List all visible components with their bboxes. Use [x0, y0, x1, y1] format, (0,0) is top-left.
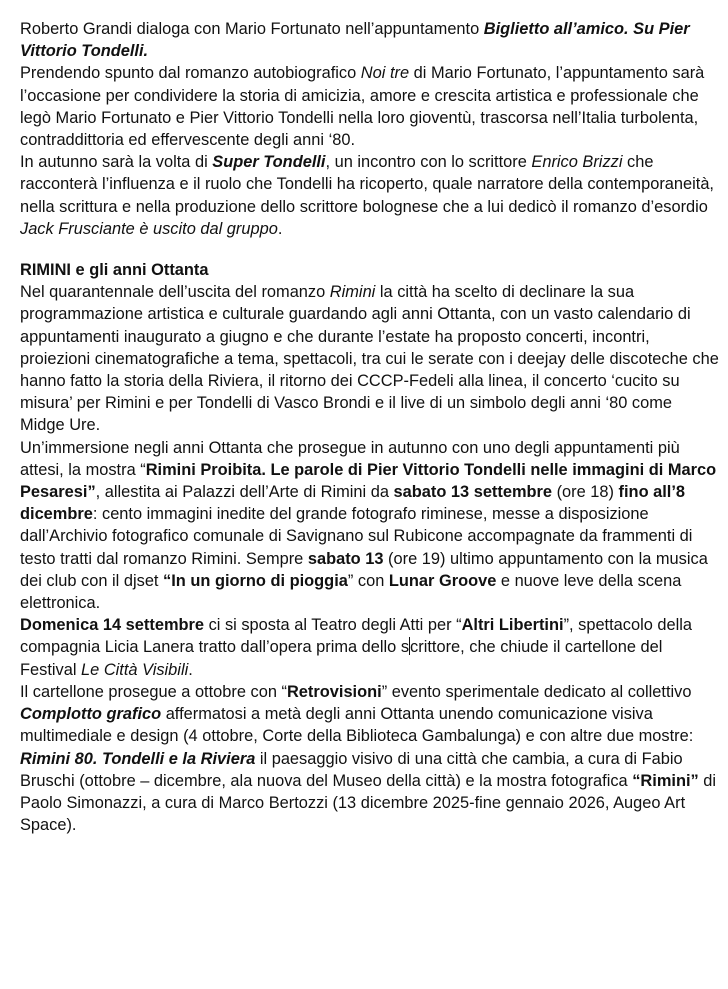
bold-text: “In un giorno di pioggia — [163, 571, 348, 590]
text-run: affermatosi a metà degli anni Ottanta unendo comunicazione visiva multimediale e design (4 ottobre, Corte della Biblioteca Gambalunga) e con altre due mostre: — [20, 705, 694, 746]
text-run: la città ha scelto di declinare la sua programmazione artistica e culturale guardando agli anni Ottanta, con un vasto calendario di appuntamenti inaugurato a giugno e che durante l’estate ha proposto concerti, incontri, proiezioni cinematografiche a tema, spettacoli, tra cui le serate con i deejay delle discoteche che hanno fatto la storia della Riviera, il ritorno dei CCCP-Fedeli alla linea, il concerto ‘cucito su misura’ per Rimini e per Tondelli di Vasco Brondi e il live di un simbolo degli anni ‘80 come Midge Ure. — [20, 283, 719, 435]
text-run: . — [277, 219, 283, 238]
section-heading-rimini — [20, 259, 720, 281]
text-run: Il cartellone prosegue a ottobre con “ — [20, 682, 287, 701]
text-run: ci si sposta al Teatro degli Atti per “ — [204, 616, 462, 635]
text-run: Roberto Grandi dialoga con Mario Fortunato nell’appuntamento — [20, 20, 484, 38]
bold-text: Biglietto all’amico. Su Pier Vittorio Tondelli. — [20, 20, 690, 61]
noi-tre-paragraph — [20, 62, 720, 151]
mostra-paragraph — [20, 437, 720, 615]
intro-paragraph — [20, 18, 720, 62]
italic-text: Le Città Visibili — [81, 660, 189, 679]
bold-text: sabato 13 settembre — [393, 483, 553, 502]
text-run: che racconterà l’influenza e il ruolo che Tondelli ha ricoperto, quale narratore della contemporaneità, nella scrittura e nella produzione dello scrittore bolognese che a lui dedicò il romanzo d’esordio — [20, 153, 714, 216]
bold-text: Rimini Proibita. Le parole di Pier Vittorio Tondelli nelle immagini di Marco Pesaresi” — [20, 460, 717, 502]
domenica-paragraph — [20, 614, 720, 681]
italic-text: Noi tre — [360, 64, 410, 83]
bold-text: Domenica 14 settembre — [20, 616, 205, 635]
bold-text: Rimini 80. Tondelli e la Riviera — [20, 749, 256, 768]
text-run: crittore, che chiude il cartellone del Festival — [20, 638, 663, 679]
italic-text: Rimini — [329, 283, 376, 302]
text-run: e nuove leve della scena elettronica. — [20, 571, 682, 613]
text-run: Prendendo spunto dal romanzo autobiografico — [20, 64, 361, 83]
text-run: ”, spettacolo della compagnia Licia Lanera tratto dall’opera prima dello s — [20, 616, 693, 657]
text-run: . — [188, 660, 193, 679]
text-run: (ore 19) ultimo appuntamento con la musica dei club con il djset — [20, 549, 708, 590]
bold-text: Retrovisioni — [286, 682, 382, 701]
bold-text: “Rimini” — [632, 771, 699, 790]
text-run: ” evento sperimentale dedicato al collettivo — [381, 682, 692, 701]
text-run: di Mario Fortunato, l’appuntamento sarà l’occasione per condividere la storia di amicizia, amore e crescita artistica e professionale che legò Mario Fortunato e Pier Vittorio Tondelli nella loro gioventù, trascorsa nell’Italia turbolenta, contraddittoria ed effervescente degli anni ‘80. — [20, 64, 705, 150]
bold-text: Complotto grafico — [20, 705, 162, 724]
cartellone-paragraph — [20, 681, 720, 836]
text-run: il paesaggio visivo di una città che cambia, a cura di Fabio Bruschi (ottobre – dicembre, ala nuova del Museo della città) e la mostra fotografica — [20, 749, 683, 790]
text-run: (ore 18) — [552, 483, 619, 502]
document-body — [20, 18, 720, 836]
text-run: di Paolo Simonazzi, a cura di Marco Bertozzi (13 dicembre 2025-fine gennaio 2026, Augeo Art Space). — [20, 771, 717, 835]
text-run: : cento immagini inedite del grande fotografo riminese, messe a disposizione dall’Archivio fotografico comunale di Savignano sul Rubicone accompagnate da frammenti di testo tratti dal romanzo Rimini. Sempre — [20, 505, 693, 568]
text-run: Un’immersione negli anni Ottanta che prosegue in autunno con uno degli appuntamenti più attesi, la mostra “ — [20, 438, 680, 479]
italic-text: Enrico Brizzi — [531, 153, 623, 172]
super-tondelli-paragraph — [20, 151, 720, 240]
text-run: Nel quarantennale dell’uscita del romanzo — [20, 283, 330, 302]
text-run: , allestita ai Palazzi dell’Arte di Rimini da — [95, 483, 394, 502]
bold-text: Super Tondelli — [212, 153, 326, 172]
text-run: In autunno sarà la volta di — [20, 153, 213, 172]
text-run: ” con — [347, 571, 389, 590]
bold-text: fino all’8 dicembre — [20, 483, 686, 524]
bold-text: sabato 13 — [307, 549, 384, 568]
text-run: , un incontro con lo scrittore — [325, 153, 532, 172]
bold-text: Altri Libertini — [461, 616, 564, 635]
quarantennale-paragraph — [20, 281, 720, 436]
bold-text: Lunar Groove — [388, 571, 497, 590]
italic-text: Jack Frusciante è uscito dal gruppo — [20, 219, 278, 238]
bold-text: RIMINI e gli anni Ottanta — [20, 261, 209, 280]
